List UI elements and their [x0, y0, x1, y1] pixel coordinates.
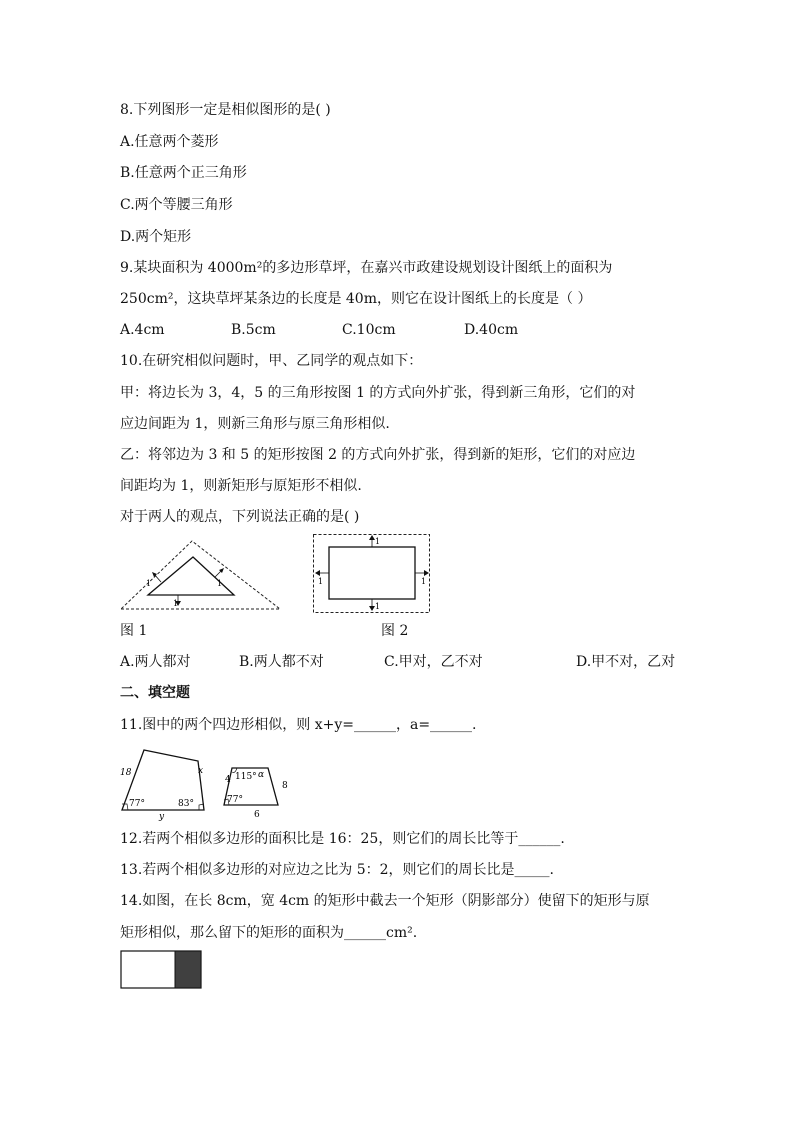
- q10-option-b: B.两人都不对: [239, 654, 324, 670]
- q9-option-d: D.40cm: [464, 322, 519, 338]
- svg-text:1: 1: [217, 579, 223, 588]
- q14-line1: 14.如图，在长 8cm，宽 4cm 的矩形中截去一个矩形（阴影部分）使留下的矩形与原: [120, 893, 650, 909]
- q10-option-a: A.两人都对: [120, 654, 191, 670]
- svg-text:115°: 115°: [235, 772, 257, 782]
- q8-stem: 8.下列图形一定是相似图形的是( ): [120, 102, 331, 118]
- q9-option-c: C.10cm: [342, 322, 396, 338]
- q11-stem: 11.图中的两个四边形相似，则 x+y=______，a=______.: [120, 717, 477, 733]
- q11-quadrilateral-left: [118, 745, 216, 820]
- q14-rectangle-figure: [120, 950, 204, 990]
- figure-2-caption: 图 2: [381, 623, 409, 639]
- svg-text:1: 1: [318, 577, 324, 586]
- q10-ask: 对于两人的观点，下列说法正确的是( ): [120, 509, 360, 525]
- svg-text:8: 8: [282, 781, 288, 791]
- q9-option-b: B.5cm: [231, 322, 276, 338]
- svg-text:y: y: [159, 812, 165, 822]
- figure-1-triangle: [118, 535, 283, 615]
- svg-text:α: α: [258, 770, 265, 780]
- q9-line2: 250cm²，这块草坪某条边的长度是 40m，则它在设计图纸上的长度是（ ）: [120, 291, 592, 307]
- q10-option-c: C.甲对，乙不对: [384, 654, 483, 670]
- q9-option-a: A.4cm: [120, 322, 165, 338]
- figure-2-rectangle: [312, 533, 432, 615]
- q8-option-c: C.两个等腰三角形: [120, 197, 233, 213]
- figure-1-caption: 图 1: [120, 623, 148, 639]
- svg-text:77°: 77°: [129, 799, 145, 809]
- svg-text:77°: 77°: [227, 795, 243, 805]
- q9-line1: 9.某块面积为 4000m²的多边形草坪，在嘉兴市政建设规划设计图纸上的面积为: [120, 260, 613, 276]
- svg-text:4: 4: [225, 775, 231, 785]
- svg-text:x: x: [198, 766, 204, 776]
- q13-text: 13.若两个相似多边形的对应边之比为 5：2，则它们的周长比是_____.: [120, 862, 554, 878]
- q12-text: 12.若两个相似多边形的面积比是 16：25，则它们的周长比等于______.: [120, 831, 565, 847]
- svg-text:1: 1: [146, 579, 152, 588]
- q10-jia-line1: 甲：将边长为 3，4，5 的三角形按图 1 的方式向外扩张，得到新三角形，它们的对: [120, 385, 636, 401]
- q11-quadrilateral-right: [220, 760, 292, 820]
- svg-text:83°: 83°: [178, 799, 194, 809]
- svg-text:18: 18: [120, 768, 132, 778]
- q10-jia-line2: 应边间距为 1，则新三角形与原三角形相似.: [120, 416, 390, 432]
- q10-yi-line1: 乙：将邻边为 3 和 5 的矩形按图 2 的方式向外扩张，得到新的矩形，它们的对应边: [120, 447, 636, 463]
- section-heading-fill-in: 二、填空题: [120, 685, 190, 701]
- svg-text:1: 1: [375, 537, 381, 546]
- q14-line2: 矩形相似，那么留下的矩形的面积为______cm².: [120, 925, 418, 941]
- q10-option-d: D.甲不对，乙对: [576, 654, 676, 670]
- q8-option-a: A.任意两个菱形: [120, 134, 219, 150]
- q10-yi-line2: 间距均为 1，则新矩形与原矩形不相似.: [120, 478, 362, 494]
- svg-text:1: 1: [173, 599, 179, 608]
- q8-option-b: B.任意两个正三角形: [120, 165, 247, 181]
- svg-text:1: 1: [421, 577, 427, 586]
- svg-text:6: 6: [254, 810, 260, 820]
- q8-option-d: D.两个矩形: [120, 229, 192, 245]
- q10-stem: 10.在研究相似问题时，甲、乙同学的观点如下：: [120, 353, 423, 369]
- svg-text:1: 1: [375, 602, 381, 611]
